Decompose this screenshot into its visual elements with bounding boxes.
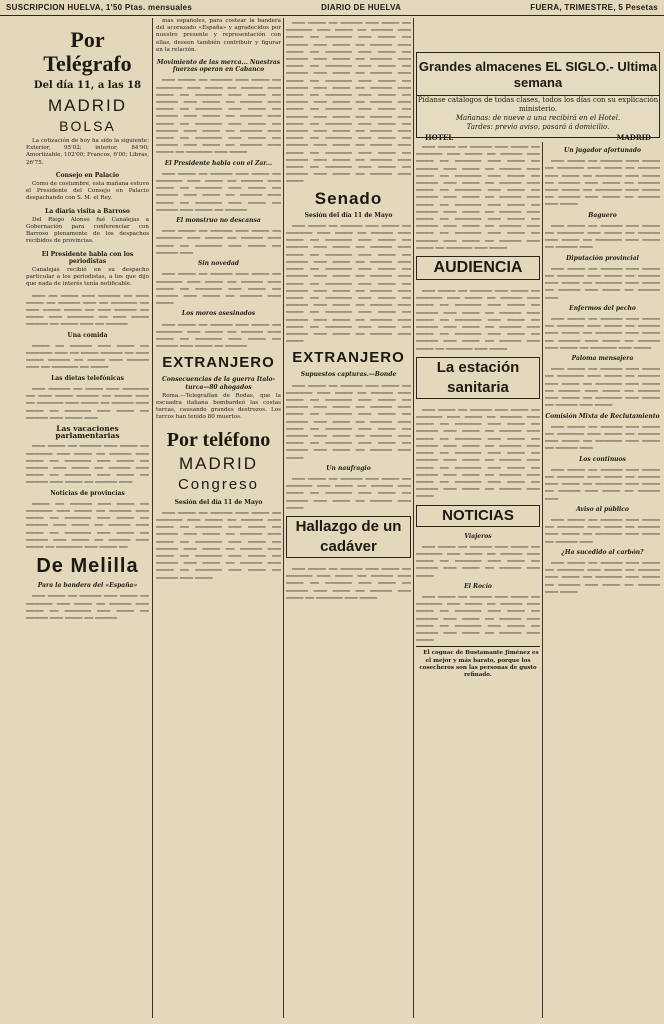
article-text-body: ▁▁▁ ▁▁▁▁ ▁▁ ▁▁▁▁▁ ▁▁▁ ▁▁▁▁ ▁▁ ▁▁▁▁▁▁ ▁▁▁ ▁▁▁▁ ▁▁ ▁▁▁▁▁ ▁▁▁ ▁▁▁▁ ▁▁ ▁▁▁▁▁▁ ▁▁▁ ▁▁▁▁ ▁▁ ▁▁▁▁▁ ▁▁▁ ▁▁▁▁ ▁▁ ▁▁▁▁▁ ▁▁▁ ▁▁▁▁ ▁▁ ▁▁▁▁▁▁ ▁▁▁ ▁▁▁▁ ▁▁ ▁▁▁▁▁ ▁▁▁ ▁▁▁▁ ▁▁ ▁▁▁▁▁ ▁▁▁ ▁▁▁▁ ▁▁ ▁▁▁▁▁▁ ▁▁▁ ▁▁▁▁ ▁▁ ▁▁▁▁▁ ▁▁▁ ▁▁▁▁ ▁▁ ▁▁▁▁▁ ▁▁▁ ▁▁▁▁ ▁▁ ▁▁▁▁▁▁ ▁▁▁ ▁▁▁▁ ▁▁ ▁▁▁▁▁ ▁▁▁ ▁▁▁▁ ▁▁ ▁▁▁▁▁ ▁▁▁ ▁▁▁▁ ▁▁ ▁▁▁▁▁▁ ▁▁▁ ▁▁▁▁ ▁▁ ▁▁▁▁▁ ▁▁▁ ▁▁▁▁ ▁▁ ▁▁▁▁▁ ▁▁▁ ▁▁▁▁ ▁▁ ▁▁▁▁▁▁ ▁▁▁ ▁▁▁▁ ▁▁ ▁▁▁▁▁ ▁▁▁ ▁▁▁▁ ▁▁ ▁▁▁▁▁ ▁▁▁ ▁▁▁▁ ▁▁ ▁▁▁▁▁▁ ▁▁▁ ▁▁▁▁ ▁▁ ▁▁▁▁▁ ▁▁▁ ▁▁▁▁ ▁▁ ▁▁▁▁▁ ▁▁▁ ▁▁▁▁ [286,220,411,343]
article-text-body: ▁▁▁ ▁▁ ▁▁▁▁ ▁▁▁ ▁▁▁▁▁ ▁▁ ▁▁▁ ▁▁▁▁ ▁▁ ▁▁▁▁▁ ▁▁▁ ▁▁ ▁▁▁▁▁▁ ▁▁ ▁▁▁ ▁▁▁▁ ▁▁▁▁ ▁▁ ▁▁▁ ▁▁▁▁▁ ▁▁ ▁▁▁▁ ▁▁▁ ▁▁▁▁▁▁ ▁▁ ▁▁▁ ▁▁▁▁ ▁▁▁▁▁ ▁▁ ▁▁▁▁ ▁▁▁ ▁▁ ▁▁▁▁▁ [26,290,149,326]
article-text-body: ▁▁▁▁ ▁▁ ▁▁▁▁▁ ▁▁▁ ▁▁▁▁ ▁▁ ▁▁▁▁▁▁ ▁▁▁ ▁▁▁▁ ▁▁ ▁▁▁▁▁ ▁▁▁ ▁▁▁▁ ▁▁ ▁▁▁▁▁▁ ▁▁▁ ▁▁▁▁ ▁▁ ▁▁▁▁▁ ▁▁▁ ▁▁▁▁ ▁▁ ▁▁▁▁▁ ▁▁▁ ▁▁▁▁ ▁▁ ▁▁▁▁▁▁ ▁▁▁ ▁▁▁▁ ▁▁ ▁▁▁▁▁ ▁▁▁ ▁▁▁▁ ▁▁ ▁▁▁▁▁ ▁▁▁ ▁▁▁▁ ▁▁ ▁▁▁▁▁▁ ▁▁▁ ▁▁▁▁ ▁▁ [26,498,149,548]
estacion-sanitaria-heading: La estación sanitaria [416,357,540,399]
section-heading: Comisión Mixta de Reclutamiento [545,412,660,420]
article-text-body: ▁▁▁ ▁▁▁▁ ▁▁ ▁▁▁▁▁ ▁▁▁ ▁▁▁▁ ▁▁ ▁▁▁▁▁▁ ▁▁▁ ▁▁▁▁ ▁▁ ▁▁▁▁▁ ▁▁▁ ▁▁▁▁ ▁▁ ▁▁▁▁▁▁ ▁▁▁ ▁▁▁▁ ▁▁ ▁▁▁▁▁ ▁▁▁ ▁▁▁▁ ▁▁ ▁▁▁▁▁ ▁▁▁ ▁▁▁▁ [416,541,540,577]
section-heading: El monstruo no descansa [176,217,261,225]
section-heading: Movimiento de las merca... Nuestras fuerzas operan en Cabanco [156,59,281,74]
noticias-heading: NOTICIAS [416,505,540,527]
ad-title: Grandes almacenes EL SIGLO.- Ultima semana [417,59,659,96]
subscription-outside: FUERA, TRIMESTRE, 5 Pesetas [530,2,658,12]
section-heading: Enfermos del pecho [569,304,636,312]
section-heading: Paloma mensajera [571,355,634,363]
column-rule [283,18,284,1018]
article-text-body: ▁▁▁ ▁▁▁▁ ▁▁ ▁▁▁▁▁ ▁▁▁ ▁▁▁▁ ▁▁ ▁▁▁▁▁▁ ▁▁▁ ▁▁▁▁ ▁▁ ▁▁▁▁▁ ▁▁▁ ▁▁▁▁ ▁▁ ▁▁▁▁▁▁ ▁▁▁ ▁▁▁▁ ▁▁ ▁▁▁▁▁ ▁▁▁ ▁▁▁▁ ▁▁ ▁▁▁▁▁ ▁▁▁ ▁▁▁▁ ▁▁ ▁▁▁▁▁▁ ▁▁▁ ▁▁▁▁ ▁▁ ▁▁▁▁▁ ▁▁▁ ▁▁▁▁ ▁▁ ▁▁▁▁▁ [156,168,281,211]
column-3 [286,18,411,1018]
section-heading: Los moros asesinados [181,310,256,318]
section-heading: Consecuencias de la guerra Italo-turca—80 ahogados [161,376,276,391]
article-text-body: ▁▁▁ ▁▁▁▁ ▁▁ ▁▁▁▁▁ ▁▁▁ ▁▁▁▁ ▁▁ ▁▁▁▁▁▁ ▁▁▁ ▁▁▁▁ ▁▁ ▁▁▁▁▁ ▁▁▁ ▁▁▁▁ ▁▁ ▁▁▁▁▁▁ ▁▁▁ ▁▁▁▁ ▁▁ ▁▁▁▁▁ ▁▁▁ ▁▁▁▁ ▁▁ ▁▁▁▁▁ ▁▁▁ ▁▁▁▁ ▁▁ ▁▁▁▁▁▁ ▁▁▁ ▁▁▁▁ ▁▁ ▁▁▁▁▁ ▁▁▁ ▁▁▁▁ ▁▁ ▁▁▁▁▁ ▁▁▁ ▁▁▁▁ ▁▁ ▁▁▁▁▁▁ ▁▁▁ ▁▁▁▁ ▁▁ ▁▁▁▁▁ ▁▁▁ ▁▁▁▁ ▁▁ ▁▁▁▁▁ ▁▁▁ ▁▁▁▁ ▁▁ ▁▁▁▁▁▁ ▁▁▁ ▁▁▁▁ ▁▁ ▁▁▁▁▁ ▁▁▁ ▁▁▁▁ [156,507,281,579]
section-heading: Los continuos [579,455,626,463]
article-text: Roma.—Telegrafían de Rodas, que la escuadra italiana bombardeó las costas turcas, causando grandes destrozos. Los turcos han tenido 80 muertos. [156,392,281,421]
article-text-body: ▁▁▁ ▁▁▁▁ ▁▁ ▁▁▁▁▁ ▁▁▁ ▁▁▁▁ ▁▁ ▁▁▁▁▁▁ ▁▁▁ ▁▁▁▁ ▁▁ ▁▁▁▁▁ ▁▁▁ ▁▁▁▁ ▁▁ ▁▁▁▁▁▁ ▁▁▁ ▁▁▁▁ ▁▁ ▁▁▁▁▁ ▁▁▁ ▁▁▁▁ ▁▁ ▁▁▁▁▁ ▁▁▁ ▁▁▁▁ ▁▁ ▁▁▁▁▁▁ ▁▁▁ ▁▁▁▁ ▁▁ ▁▁▁▁▁ ▁▁▁ ▁▁▁▁ ▁▁ ▁▁▁▁▁ ▁▁▁ [26,441,149,484]
section-heading: Diputación provincial [566,254,639,262]
article-text-body: ▁▁▁ ▁▁▁▁ ▁▁ ▁▁▁▁▁ ▁▁▁ ▁▁▁▁ ▁▁ ▁▁▁▁▁▁ ▁▁▁ ▁▁▁▁ ▁▁ ▁▁▁▁▁ ▁▁▁ ▁▁▁▁ ▁▁ ▁▁▁▁▁▁ ▁▁▁ ▁▁▁▁ ▁▁ ▁▁▁▁▁ ▁▁▁ ▁▁▁▁ ▁▁ ▁▁▁▁▁ ▁▁▁ ▁▁▁▁ [545,557,660,593]
article-text-body: ▁▁▁ ▁▁▁▁ ▁▁ ▁▁▁▁▁ ▁▁▁ ▁▁▁▁ ▁▁ ▁▁▁▁▁▁ ▁▁▁ ▁▁▁▁ ▁▁ ▁▁▁▁▁ ▁▁▁ ▁▁▁▁ ▁▁ ▁▁▁▁▁▁ ▁▁▁ ▁▁▁▁ ▁▁ ▁▁▁▁▁ ▁▁▁ ▁▁▁▁ ▁▁ ▁▁▁▁▁ ▁▁▁ [545,263,660,299]
newspaper-name: DIARIO DE HUELVA [321,2,402,12]
section-heading: Sesión del día 11 de Mayo [174,498,263,506]
section-heading: Noticias de provincias [50,489,125,497]
city-heading: MADRID [178,453,259,473]
senado-heading: Senado [314,188,383,208]
headline-por-telegrafo: Por Telégrafo [43,27,132,76]
article-text-body: ▁▁▁ ▁▁▁▁ ▁▁ ▁▁▁▁▁ ▁▁▁ ▁▁▁▁ ▁▁ ▁▁▁▁▁▁ ▁▁▁ ▁▁▁▁ ▁▁ ▁▁▁▁▁ ▁▁▁ ▁▁▁▁ ▁▁ ▁▁▁▁▁▁ ▁▁▁ ▁▁▁▁ ▁▁ ▁▁▁▁▁ ▁▁▁ ▁▁▁▁ ▁▁ ▁▁▁▁▁ ▁▁▁ ▁▁▁▁ ▁▁ ▁▁▁▁▁▁ ▁▁▁ ▁▁▁▁ ▁▁ ▁▁▁▁▁ ▁▁▁ ▁▁▁▁ ▁▁ ▁▁▁▁▁ ▁▁▁ ▁▁▁▁ ▁▁ ▁▁▁▁▁▁ ▁▁▁ ▁▁▁▁ ▁▁ ▁▁▁▁▁ ▁▁▁ ▁▁▁▁ ▁▁ ▁▁▁▁▁ ▁▁▁ ▁▁▁▁ ▁▁ ▁▁▁▁▁▁ ▁▁▁ ▁▁▁▁ [416,286,540,350]
ad-footer [417,134,659,141]
ad-city: MADRID [616,133,651,142]
section-heading: Viajeros [464,532,492,540]
bolsa-text: La cotización de hoy ha sido la siguiente: Exterior, 95'02; interior, 84'90; Amortizable, 102'00; Francos, 6'00; Libras, 26'75. [26,138,149,166]
section-heading: Sin novedad [197,260,239,268]
column-1 [26,18,149,1018]
section-heading: El Rocío [464,582,492,590]
section-heading: Las dietas telefónicas [51,374,124,382]
article-text-body: ▁▁▁ ▁▁▁▁▁ ▁▁ ▁▁▁▁ ▁▁▁ ▁▁▁▁▁▁ ▁▁ ▁▁▁ ▁▁▁▁ ▁▁▁▁▁ ▁▁ ▁▁▁▁ ▁▁▁ ▁▁ ▁▁▁▁▁▁ ▁▁▁ ▁▁▁▁ ▁▁ ▁▁▁▁▁ ▁▁▁ ▁▁▁▁ ▁▁ ▁▁▁▁▁▁ ▁▁▁ ▁▁▁▁ ▁▁ ▁▁▁▁▁ ▁▁▁ ▁▁▁▁ ▁▁▁ [26,383,149,419]
column-4 [416,142,540,1018]
section-heading: Sesión del día 11 de Mayo [304,211,393,219]
column-rule [413,18,414,1018]
dateline: Del día 11, a las 18 [33,80,142,91]
ad-hotel: HOTEL [425,133,454,142]
section-heading: Aviso al público [576,505,629,513]
headline-por-telefono: Por teléfono [166,428,271,451]
ad-line: Mañanas: de nueve a una recibirá en el Hotel. [455,114,621,122]
headline-de-melilla: De Melilla [36,555,139,578]
section-heading: El Presidente habla con los periodistas [41,250,134,265]
section-heading: Las vacaciones parlamentarias [55,423,120,441]
article-text: mas españoles, para costear la bandera del acorazado «España» y agradecidos por nuestro presente y representación con ellas, deseen también contribuir y figurar en la relación. [156,18,281,53]
section-heading: El Presidente habla con el Zar... [164,159,273,167]
article-text-body: ▁▁▁ ▁▁▁▁ ▁▁ ▁▁▁▁▁ ▁▁▁ ▁▁▁▁ ▁▁ ▁▁▁▁▁▁ ▁▁▁ ▁▁▁▁ ▁▁ ▁▁▁▁▁ ▁▁▁ ▁▁▁▁ ▁▁ ▁▁▁▁▁▁ ▁▁▁ ▁▁▁▁ ▁▁ ▁▁▁▁▁ ▁▁▁ ▁▁▁▁ ▁▁ ▁▁▁▁▁ [26,591,149,619]
article-text-body: ▁▁▁ ▁▁▁▁ ▁▁ ▁▁▁▁▁ ▁▁▁ ▁▁▁▁ ▁▁ ▁▁▁▁▁▁ ▁▁▁ ▁▁▁▁ ▁▁ ▁▁▁▁▁ ▁▁▁ ▁▁▁▁ ▁▁ ▁▁▁▁▁▁ ▁▁▁ ▁▁▁▁ ▁▁ ▁▁▁▁▁ ▁▁▁ ▁▁▁▁ ▁▁ ▁▁▁▁▁ ▁▁▁ ▁▁▁▁ ▁▁ ▁▁▁▁▁▁ ▁▁▁ ▁▁▁▁ ▁▁ ▁▁▁▁▁ ▁▁▁ ▁▁▁▁ ▁▁ ▁▁▁▁▁ ▁▁▁ ▁▁▁▁ ▁▁ ▁▁▁▁▁▁ ▁▁▁ ▁▁▁▁ ▁▁ ▁▁▁▁▁ ▁▁▁ ▁▁▁▁ ▁▁ ▁▁▁▁▁ ▁▁▁ ▁▁▁▁ ▁▁ ▁▁▁▁▁▁ ▁▁▁ ▁▁▁▁ ▁▁ ▁▁▁▁▁ ▁▁▁ ▁▁▁▁ ▁▁ ▁▁▁▁▁ ▁▁▁ ▁▁▁▁ ▁▁ ▁▁▁▁▁▁ ▁▁▁ ▁▁▁▁ ▁▁ ▁▁▁▁▁ ▁▁▁ ▁▁▁▁ ▁▁ ▁▁▁▁▁ ▁▁▁ ▁▁▁▁ ▁▁ ▁▁▁▁▁▁ ▁▁▁ ▁▁▁▁ ▁▁ ▁▁▁▁▁ ▁▁▁ ▁▁▁▁ ▁▁ ▁▁▁▁▁ ▁▁▁ ▁▁▁▁ ▁▁ ▁▁▁▁▁▁ ▁▁▁ ▁▁▁▁ [416,142,540,249]
article-text-body: ▁▁▁ ▁▁▁▁ ▁▁ ▁▁▁▁▁ ▁▁▁ ▁▁▁▁ ▁▁ ▁▁▁▁▁▁ ▁▁▁ ▁▁▁▁ ▁▁ ▁▁▁▁▁ ▁▁▁ ▁▁▁▁ ▁▁ ▁▁▁▁▁▁ ▁▁▁ ▁▁▁▁ ▁▁ ▁▁▁▁▁ ▁▁▁ ▁▁▁▁ ▁▁ ▁▁▁▁▁ ▁▁▁ ▁▁▁▁ [156,269,281,305]
bolsa-heading: BOLSA [59,118,116,134]
article-text-body: ▁▁▁ ▁▁▁▁ ▁▁ ▁▁▁▁▁ ▁▁▁ ▁▁▁▁ ▁▁ ▁▁▁▁▁▁ ▁▁▁ ▁▁▁▁ ▁▁ ▁▁▁▁▁ ▁▁▁ ▁▁▁▁ ▁▁ ▁▁▁▁▁▁ ▁▁▁ ▁▁▁▁ ▁▁ ▁▁▁▁▁ ▁▁▁ ▁▁▁▁ ▁▁ ▁▁▁▁▁ ▁▁▁ ▁▁▁▁ ▁▁ ▁▁▁▁▁▁ ▁▁▁ ▁▁▁▁ ▁▁ ▁▁▁▁▁ ▁▁▁ ▁▁▁▁ ▁▁ ▁▁▁▁▁ ▁▁▁ ▁▁▁▁ ▁▁ ▁▁▁▁▁▁ ▁▁▁ ▁▁▁▁ ▁▁ ▁▁▁▁▁ ▁▁▁ ▁▁▁▁ ▁▁ ▁▁▁▁▁ ▁▁▁ ▁▁▁▁ ▁▁ ▁▁▁▁▁▁ ▁▁▁ ▁▁▁▁ ▁▁ ▁▁▁▁▁ ▁▁▁ ▁▁▁▁ ▁▁ ▁▁▁▁▁ ▁▁▁ ▁▁▁▁ ▁▁ ▁▁▁▁▁▁ ▁▁▁ ▁▁▁▁ [156,75,281,154]
audiencia-heading: AUDIENCIA [416,256,540,280]
ad-line: Tardes: previo aviso, pasará á domicilio. [466,123,610,131]
section-heading: Un jugador afortunado [564,147,641,154]
extranjero-heading: EXTRANJERO [292,349,405,367]
article-text-body: ▁▁▁ ▁▁▁▁ ▁▁ ▁▁▁▁▁ ▁▁▁ ▁▁▁▁ ▁▁ ▁▁▁▁▁▁ ▁▁▁ ▁▁▁▁ ▁▁ ▁▁▁▁▁ ▁▁▁ ▁▁▁▁ ▁▁ ▁▁▁▁▁▁ ▁▁▁ ▁▁▁▁ ▁▁ ▁▁▁▁▁ ▁▁▁ ▁▁▁▁ ▁▁ ▁▁▁▁▁ ▁▁▁ ▁▁▁▁ ▁▁ ▁▁▁▁▁▁ ▁▁▁ ▁▁▁▁ ▁▁ ▁▁▁▁▁ ▁▁▁ ▁▁▁▁ ▁▁ ▁▁▁▁▁ ▁▁▁ ▁▁▁▁ [416,591,540,642]
article-text-body: ▁▁▁ ▁▁▁▁ ▁▁ ▁▁▁▁▁ ▁▁▁ ▁▁▁▁ ▁▁ ▁▁▁▁▁▁ ▁▁▁ ▁▁▁▁ ▁▁ ▁▁▁▁▁ ▁▁▁ ▁▁▁▁ ▁▁ ▁▁▁▁▁▁ ▁▁▁ ▁▁▁▁ ▁▁ ▁▁▁▁▁ ▁▁▁ [545,421,660,450]
section-heading: ¿Ha sucedido al carbón? [561,548,644,556]
article-text: Del Riego Alonso fué Canalejas a Gobernación para conferenciar con Barroso plenamente de los despachos recibidos de provincias. [26,216,149,245]
article-text-body: ▁▁▁ ▁▁▁▁ ▁▁ ▁▁▁▁▁ ▁▁▁ ▁▁▁▁ ▁▁ ▁▁▁▁▁▁ ▁▁▁ ▁▁▁▁ ▁▁ ▁▁▁▁▁ ▁▁▁ ▁▁▁▁ ▁▁ ▁▁▁▁▁▁ ▁▁▁ ▁▁▁▁ ▁▁ ▁▁▁▁▁ ▁▁▁ ▁▁▁▁ ▁▁ ▁▁▁▁▁ ▁▁▁ ▁▁▁▁ ▁▁ ▁▁▁▁▁▁ ▁▁▁ ▁▁▁▁ ▁▁ ▁▁▁▁▁ ▁▁▁ ▁▁▁▁ ▁▁ ▁▁▁▁▁ ▁▁▁ ▁▁▁▁ ▁▁ ▁▁▁▁▁▁ ▁▁▁ ▁▁▁▁ ▁▁ ▁▁▁▁▁ ▁▁▁ ▁▁▁▁ ▁▁ ▁▁▁▁▁ ▁▁▁ ▁▁▁▁ ▁▁ ▁▁▁▁▁▁ ▁▁▁ ▁▁▁▁ ▁▁ ▁▁▁▁▁ ▁▁▁ ▁▁▁▁ ▁▁ ▁▁▁▁▁ ▁▁▁ ▁▁▁▁ ▁▁ ▁▁▁▁▁▁ ▁▁▁ ▁▁▁▁ ▁▁ ▁▁▁▁▁ ▁▁▁ ▁▁▁▁ ▁▁ ▁▁▁▁▁ ▁▁▁ ▁▁▁▁ [416,404,540,498]
column-rule [152,18,153,1018]
section-heading: Consejo en Palacio [55,171,120,179]
section-heading: Baguero [588,211,617,219]
article-text-body: ▁▁▁ ▁▁▁▁ ▁▁ ▁▁▁▁▁ ▁▁▁ ▁▁▁▁ ▁▁ ▁▁▁▁▁▁ ▁▁▁ ▁▁▁▁ ▁▁ ▁▁▁▁▁ ▁▁▁ ▁▁▁▁ ▁▁ ▁▁▁▁▁▁ ▁▁▁ ▁▁▁▁ ▁▁ ▁▁▁▁▁ ▁▁▁ ▁▁▁▁ ▁▁ ▁▁▁▁▁ ▁▁▁ ▁▁▁▁ ▁▁ ▁▁▁▁▁▁ ▁▁▁ ▁▁▁▁ [286,563,411,599]
section-heading: La diaria visita a Barroso [45,207,130,215]
article-text-body: ▁▁▁ ▁▁▁▁ ▁▁ ▁▁▁▁▁ ▁▁▁ ▁▁▁▁ ▁▁ ▁▁▁▁▁▁ ▁▁▁ ▁▁▁▁ ▁▁ ▁▁▁▁▁ ▁▁▁ ▁▁▁▁ ▁▁ ▁▁▁▁▁▁ ▁▁▁ ▁▁▁▁ ▁▁ ▁▁▁▁▁ ▁▁▁ [156,226,281,254]
column-rule [542,142,543,1018]
article-text: Canalejas recibió en su despacho particular a los periodistas, a los que dijo que nada de interés tenía notificable. [26,267,149,288]
article-text-body: ▁▁▁ ▁▁▁▁ ▁▁ ▁▁▁▁▁ ▁▁▁ ▁▁▁▁ ▁▁ ▁▁▁▁▁▁ ▁▁▁ ▁▁▁▁ ▁▁ ▁▁▁▁▁ ▁▁▁ ▁▁▁▁ ▁▁ ▁▁▁▁▁▁ ▁▁▁ ▁▁▁▁ ▁▁ ▁▁▁▁▁ ▁▁▁ ▁▁▁▁ ▁▁ ▁▁▁▁▁ ▁▁▁ [545,464,660,500]
section-heading: Una comida [67,331,108,339]
article-text: Como de costumbre, esta mañana estuvo el Presidente del Consejo en Palacio despachando con S. M. el Rey. [26,181,149,202]
masthead [0,0,664,16]
article-text-body: ▁▁▁ ▁▁▁▁ ▁▁ ▁▁▁▁▁ ▁▁▁ ▁▁▁▁ ▁▁ ▁▁▁▁▁▁ ▁▁▁ ▁▁▁▁ ▁▁ ▁▁▁▁▁ ▁▁▁ ▁▁▁▁ ▁▁ ▁▁▁▁▁▁ ▁▁▁ ▁▁▁▁ ▁▁ ▁▁▁▁▁ ▁▁▁ ▁▁▁▁ ▁▁ ▁▁▁▁▁ ▁▁▁ ▁▁▁▁ ▁▁ ▁▁▁▁▁▁ ▁▁▁ ▁▁▁▁ ▁▁ ▁▁▁▁▁ ▁▁▁ ▁▁▁▁ [545,364,660,407]
ad-line: Pídanse catálogos de todas clases, todos los días con su explicación ministerio. [417,96,659,113]
section-heading: Un naufragio [326,464,371,472]
article-text-body: ▁▁▁ ▁▁▁▁ ▁▁ ▁▁▁▁▁ ▁▁▁ ▁▁▁▁ ▁▁ ▁▁▁▁▁▁ ▁▁▁ ▁▁▁▁ ▁▁ ▁▁▁▁▁ ▁▁▁ ▁▁▁▁ ▁▁ ▁▁▁▁▁▁ ▁▁▁ ▁▁▁▁ ▁▁ ▁▁▁▁▁ ▁▁▁ ▁▁▁▁ ▁▁ ▁▁▁▁▁ [156,319,281,348]
section-heading: Supuestos capturas.—Bonde [300,371,397,379]
column-5 [545,142,660,1018]
article-text-body: ▁▁▁ ▁▁▁▁ ▁▁ ▁▁▁▁▁ ▁▁▁ ▁▁▁▁ ▁▁ ▁▁▁▁▁▁ ▁▁▁ ▁▁▁▁ ▁▁ ▁▁▁▁▁ ▁▁▁ ▁▁▁▁ ▁▁ ▁▁▁▁▁▁ ▁▁▁ ▁▁▁▁ ▁▁ ▁▁▁▁▁ ▁▁▁ ▁▁▁▁ ▁▁ ▁▁▁▁▁ ▁▁▁ ▁▁▁▁ ▁▁ ▁▁▁▁▁▁ ▁▁▁ ▁▁▁▁ ▁▁ ▁▁▁▁▁ ▁▁▁ ▁▁▁▁ ▁▁ ▁▁▁▁▁ ▁▁▁ ▁▁▁▁ [545,156,660,206]
column-2 [156,18,281,1018]
article-text-body: ▁▁▁ ▁▁▁▁ ▁▁ ▁▁▁▁▁ ▁▁▁ ▁▁▁▁ ▁▁ ▁▁▁▁▁▁ ▁▁▁ ▁▁▁▁ ▁▁ ▁▁▁▁▁ ▁▁▁ ▁▁▁▁ ▁▁ ▁▁▁▁▁▁ ▁▁▁ ▁▁▁▁ ▁▁ ▁▁▁▁▁ ▁▁▁ [545,514,660,543]
section-heading: Para la bandera del «España» [37,582,138,590]
congreso-heading: Congreso [177,475,260,493]
article-text-body: ▁▁▁ ▁▁▁▁ ▁▁ ▁▁▁▁▁ ▁▁▁ ▁▁▁▁ ▁▁ ▁▁▁▁▁▁ ▁▁▁ ▁▁▁▁ ▁▁ ▁▁▁▁▁ ▁▁▁ ▁▁▁▁ ▁▁ ▁▁▁▁▁▁ ▁▁▁ ▁▁▁▁ ▁▁ ▁▁▁▁▁ ▁▁▁ ▁▁▁▁ ▁▁ ▁▁▁▁▁ ▁▁▁ ▁▁▁▁ [286,473,411,509]
article-text-body: ▁▁▁▁ ▁▁ ▁▁▁▁▁ ▁▁▁ ▁▁▁▁ ▁▁ ▁▁▁▁▁▁ ▁▁▁ ▁▁ ▁▁▁▁ ▁▁▁▁▁ ▁▁ ▁▁▁ ▁▁▁▁ ▁▁▁▁▁ ▁▁ ▁▁▁▁ ▁▁▁ ▁▁▁▁▁ ▁▁▁ ▁▁ ▁▁▁▁▁▁ ▁▁ ▁▁▁▁ [26,340,149,369]
article-text-body: ▁▁▁ ▁▁▁▁ ▁▁ ▁▁▁▁▁ ▁▁▁ ▁▁▁▁ ▁▁ ▁▁▁▁▁▁ ▁▁▁ ▁▁▁▁ ▁▁ ▁▁▁▁▁ ▁▁▁ ▁▁▁▁ ▁▁ ▁▁▁▁▁▁ ▁▁▁ ▁▁▁▁ ▁▁ ▁▁▁▁▁ ▁▁▁ [545,220,660,249]
subscription-local: SUSCRIPCION HUELVA, 1'50 Ptas. mensuales [6,2,193,12]
advertisement-el-siglo [416,52,660,142]
cognac-ad: El cognac de Bustamante Jiménez es el mejor y más barato, porque los cosecheros son las personas de gusto refinado. [416,646,540,679]
city-heading: MADRID [47,96,128,115]
extranjero-heading: EXTRANJERO [162,354,275,372]
article-text-body: ▁▁▁ ▁▁▁▁ ▁▁ ▁▁▁▁▁ ▁▁▁ ▁▁▁▁ ▁▁ ▁▁▁▁▁▁ ▁▁▁ ▁▁▁▁ ▁▁ ▁▁▁▁▁ ▁▁▁ ▁▁▁▁ ▁▁ ▁▁▁▁▁▁ ▁▁▁ ▁▁▁▁ ▁▁ ▁▁▁▁▁ ▁▁▁ ▁▁▁▁ ▁▁ ▁▁▁▁▁ ▁▁▁ ▁▁▁▁ ▁▁ ▁▁▁▁▁▁ ▁▁▁ ▁▁▁▁ [545,314,660,349]
article-text-body: ▁▁▁ ▁▁▁▁ ▁▁ ▁▁▁▁▁ ▁▁▁ ▁▁▁▁ ▁▁ ▁▁▁▁▁▁ ▁▁▁ ▁▁▁▁ ▁▁ ▁▁▁▁▁ ▁▁▁ ▁▁▁▁ ▁▁ ▁▁▁▁▁▁ ▁▁▁ ▁▁▁▁ ▁▁ ▁▁▁▁▁ ▁▁▁ ▁▁▁▁ ▁▁ ▁▁▁▁▁ ▁▁▁ ▁▁▁▁ ▁▁ ▁▁▁▁▁▁ ▁▁▁ ▁▁▁▁ ▁▁ ▁▁▁▁▁ ▁▁▁ ▁▁▁▁ ▁▁ ▁▁▁▁▁ ▁▁▁ ▁▁▁▁ ▁▁ ▁▁▁▁▁▁ ▁▁▁ ▁▁▁▁ ▁▁ ▁▁▁▁▁ ▁▁▁ ▁▁▁▁ ▁▁ ▁▁▁▁▁ ▁▁▁ ▁▁▁▁ ▁▁ ▁▁▁▁▁▁ ▁▁▁ ▁▁▁▁ ▁▁ ▁▁▁▁▁ ▁▁▁ ▁▁▁▁ ▁▁ ▁▁▁▁▁ ▁▁▁ ▁▁▁▁ [286,380,411,459]
article-text-body: ▁▁▁ ▁▁▁▁ ▁▁ ▁▁▁▁▁ ▁▁▁ ▁▁▁▁ ▁▁ ▁▁▁▁▁▁ ▁▁▁ ▁▁▁▁ ▁▁ ▁▁▁▁▁ ▁▁▁ ▁▁▁▁ ▁▁ ▁▁▁▁▁▁ ▁▁▁ ▁▁▁▁ ▁▁ ▁▁▁▁▁ ▁▁▁ ▁▁▁▁ ▁▁ ▁▁▁▁▁ ▁▁▁ ▁▁▁▁ ▁▁ ▁▁▁▁▁▁ ▁▁▁ ▁▁▁▁ ▁▁ ▁▁▁▁▁ ▁▁▁ ▁▁▁▁ ▁▁ ▁▁▁▁▁ ▁▁▁ ▁▁▁▁ ▁▁ ▁▁▁▁▁▁ ▁▁▁ ▁▁▁▁ ▁▁ ▁▁▁▁▁ ▁▁▁ ▁▁▁▁ ▁▁ ▁▁▁▁▁ ▁▁▁ ▁▁▁▁ ▁▁ ▁▁▁▁▁▁ ▁▁▁ ▁▁▁▁ ▁▁ ▁▁▁▁▁ ▁▁▁ ▁▁▁▁ ▁▁ ▁▁▁▁▁ ▁▁▁ ▁▁▁▁ ▁▁ ▁▁▁▁▁▁ ▁▁▁ ▁▁▁▁ ▁▁ ▁▁▁▁▁ ▁▁▁ ▁▁▁▁ ▁▁ ▁▁▁▁▁ ▁▁▁ ▁▁▁▁ ▁▁ ▁▁▁▁▁▁ ▁▁▁ ▁▁▁▁ ▁▁ ▁▁▁▁▁ ▁▁▁ ▁▁▁▁ ▁▁ ▁▁▁▁▁ ▁▁▁ ▁▁▁▁ ▁▁ ▁▁▁▁▁▁ ▁▁▁ ▁▁▁▁ ▁▁ ▁▁▁▁▁ ▁▁▁ ▁▁▁▁ ▁▁ ▁▁▁▁▁ ▁▁▁ ▁▁▁▁ ▁▁ ▁▁▁▁▁▁ ▁▁▁ ▁▁▁▁ ▁▁ ▁▁▁▁▁ ▁▁▁ ▁▁▁▁ ▁▁ ▁▁▁▁▁ ▁▁▁ ▁▁▁▁ ▁▁ ▁▁▁▁▁▁ ▁▁▁ ▁▁▁▁ ▁▁ ▁▁▁▁▁ ▁▁▁ ▁▁▁▁ ▁▁ ▁▁▁▁▁ ▁▁▁ ▁▁▁▁ ▁▁ ▁▁▁▁▁▁ ▁▁▁ ▁▁▁▁ ▁▁ ▁▁▁▁▁ ▁▁▁ ▁▁▁▁ ▁▁ ▁▁▁▁▁ ▁▁▁ ▁▁▁▁ [286,18,411,183]
hallazgo-heading: Hallazgo de un cadáver [286,516,411,558]
